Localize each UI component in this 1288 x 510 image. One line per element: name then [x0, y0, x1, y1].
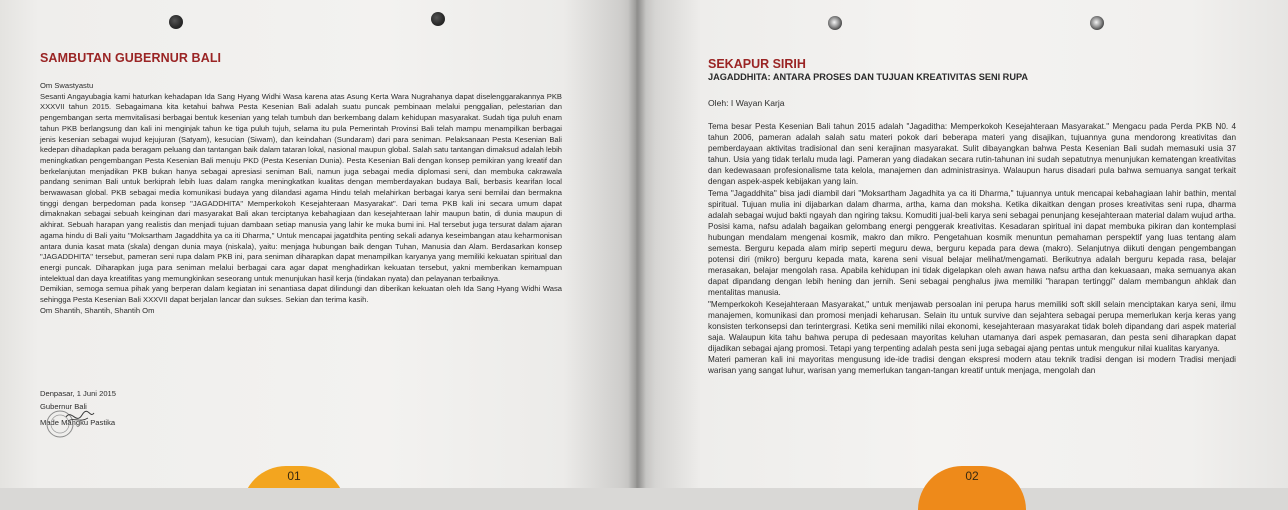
paragraph: Om Shantih, Shantih, Shantih Om: [40, 305, 155, 315]
page-number: 01: [287, 469, 301, 483]
left-page: [0, 0, 640, 488]
binding-hole: [1090, 16, 1104, 30]
binding-hole: [431, 12, 445, 26]
author-byline: Oleh: I Wayan Karja: [708, 98, 785, 108]
seal-and-signature-graphic: [44, 405, 96, 439]
binding-hole: [169, 15, 183, 29]
paragraph: Sesanti Angayubagia kami haturkan kehadapan Ida Sang Hyang Widhi Wasa karena atas Asung Kerta Wara Nugrahanya dapat diselenggarakannya PKB XXXVII tahun 2015. Sebagaimana kita ketahui bahwa Pesta Kesenian Bali adalah suatu puncak pembinaan melalui penggalian, pelestarian dan pengembangan serta memvitalisasi berbagai bentuk kesenian yang telah tumbuh dan berkembang dalam kehidupan masyarakat. Sudah tiga puluh enam tahun PKB berlangsung dan kali ini menginjak tahun ke tiga puluh tujuh, selama itu pula Pemerintah Provinsi Bali telah mampu menampilkan berbagai jenis kesenian sebagai wujud kejujuran (Satyam), kesucian (Siwam), dan keindahan (Sundaram) dari para seniman. Pelaksanaan Pesta Kesenian Bali kedepan dihadapkan pada beragam peluang dan tantangan baik dalam tataran lokal, nasional maupun global. Salah satu tantangan dimaksud adalah lebih meningkatkan pengembangan Pesta Kesenian Bali menuju PKD (Pesta Kesenian Dunia). Pesta Kesenian Bali dengan konsep pemikiran yang kreatif dan berkelanjutan menjadikan PKB bukan hanya sebagai apresiasi seniman Bali, namun juga sebagai media diplomasi seni, dan membuka cakrawala pandang seniman Bali untuk berkiprah lebih luas dalam rangka meningkatkan kualitas dengan memberdayakan budaya Bali, berbasis kearifan local berwawasan global. PKB sebagai media komunikasi budaya yang dilandasi agama Hindu telah melahirkan berbagai karya seni bernilai dan bermakna tinggi dengan berpedoman pada konsep "JAGADDHITA" Memperkokoh Kesejahteraan Masyarakat". Dari tema PKB kali ini secara umum dapat dimaknakan sebagai sebuah keinginan dari masyarakat Bali akan terciptanya kebahagiaan dan kesejahteraan lahir maupun batin, di dunia maupun di akhirat. Sebuah harapan yang realistis dan menjadi tujuan dambaan setiap manusia yang lahir ke muka bumi ini. Hal tersebut juga tersurat dalam ajaran agama hindu di Bali yaitu "Moksartham Jagaddhita ya ca iti Dharma," Untuk mencapai jagatdhita penting sekali adanya keseimbangan atau keharmonisan antara dunia kasat mata (skala) dengan dunia maya (niskala), yaitu: menjaga hubungan baik dengan Tuhan, Manusia dan Alam. Berdasarkan konsep "JAGADDHITA" tersebut, pameran seni rupa dalam PKB ini, para seniman diharapkan dapat menampilkan karyanya yang memiliki kekuatan spiritual dan energi puncak. Diharapkan juga para seniman melalui berbagai cara agar dapat menghadirkan kekuatan tersebut, yakni memberikan kemampuan intelektual dan daya kreatifitas yang memungkinkan seseorang untuk menunjukan hasil kerja (tindakan nyata) dan pelayanan terbaiknya.: [40, 91, 562, 283]
sign-role: Gubernur Bali: [40, 402, 87, 411]
paragraph: Materi pameran kali ini mayoritas mengusung ide-ide tradisi dengan ekspresi modern atau teknik tradisi dengan isi modern Tradisi menjadi warisan yang sangat luhur, warisan yang memerlukan tangan-tangan kreatif untuk menjaga, mengolah dan: [708, 354, 1236, 376]
right-page-title: SEKAPUR SIRIH: [708, 57, 806, 71]
left-page-body: [40, 81, 562, 316]
paragraph: Om Swastyastu: [40, 81, 94, 90]
right-page-body: [708, 121, 1236, 376]
page-number: 02: [965, 469, 979, 483]
right-page-subtitle: JAGADDHITA: ANTARA PROSES DAN TUJUAN KREATIVITAS SENI RUPA: [708, 72, 1029, 82]
book-gutter-shadow: [628, 0, 646, 488]
left-page-title: SAMBUTAN GUBERNUR BALI: [40, 51, 222, 65]
paragraph: Tema besar Pesta Kesenian Bali tahun 2015 adalah "Jagaditha: Memperkokoh Kesejahteraan Masyarakat." Mengacu pada Perda PKB N0. 4 tahun 2006, pameran adalah salah satu materi pokok dari beberapa materi yang disajikan, tujuannya guna mendorong kreativitas dan pemberdayaan aktivitas tradisional dan seni kerajinan masyarakat. Sulit dibayangkan bahwa Pesta Kesenian Bali sudah memasuki usia 37 tahun. Usia yang tidak terlalu muda lagi. Pameran yang diadakan secara rutin-tahunan ini sudah sepatutnya menunjukan kematengan kreativitas dan kedewasaan profesionalisme tata kelola, manajemen dan administrasinya. Walaupun harus disadari pula bahwa semuanya sangat terkait dengan aspek-aspek kebijakan yang lain.: [708, 122, 1236, 187]
paragraph: Demikian, semoga semua pihak yang berperan dalam kegiatan ini senantiasa dapat dilindungi dan diberikan kekuatan oleh Ida Sang Hyang Widhi Wasa sehingga Pesta Kesenian Bali XXXVII dapat berjalan lancar dan sukses. Sekian dan terima kasih.: [40, 284, 562, 305]
paragraph: "Memperkokoh Kesejahteraan Masyarakat," untuk menjawab persoalan ini perupa harus memiliki soft skill selain menciptakan karya seni, ilmu manajemen, komunikasi dan promosi menjadi keharusan. Selain itu untuk survive dan sejahtera sebagai perupa memerlukan kerja keras yang konsisten terkonsepsi dan terintergrasi. Ketika seni memiliki nilai ekonomi, kesejahteraan masyarakat tidak boleh dipandang dari aspek material saja. Walaupun kita tahu bahwa perupa di pedesaan mayoritas keluhan utamanya dari aspek pemasaran, dan pesta seni diharapkan dapat dijadikan sebagai ajang promosi. Tetapi yang terpenting adalah pesta seni juga sebagai ajang pentas untuk mengukur nilai kualitas karyanya.: [708, 299, 1236, 353]
sign-place-date: Denpasar, 1 Juni 2015: [40, 389, 116, 398]
sign-name: Made Mangku Pastika: [40, 418, 116, 427]
paragraph: Tema "Jagaddhita" bisa jadi diambil dari "Moksartham Jagadhita ya ca iti Dharma," tujuannya untuk mencapai kebahagiaan lahir bathin, mental spiritual. Tujuan mulia ini dijabarkan dalam dharma, artha, kama dan moksha. Ketika dikaitkan dengan proses kreativitas seni rupa, dharma adalah sebagai wujud bakti ngayah dan ngiring taksu. Komuditi jual-beli karya seni sebagai penunjang kesejahteraan material dalam wujud artha. Posisi kama, nafsu adalah bagaikan gelombang energi penggerak kreativitas. Kesadaran spiritual ini dapat membuka pikiran dan kontemplasi hubungan mendalam mengenai kosmik, makro dan mikro. Pengetahuan kosmik menuntun pemahaman perspektif yang luas tentang alam semesta. Berguru kepada alam mirip seperti meguru dewa, berguru kepada para dewa (makro). Selanjutnya diikuti dengan pengembangan potensi diri (mikro) berguru kepada mata, karena seni visual belajar melihat/mengamati. Berikutnya adalah berguru kepada rasa, belajar merasakan, belajar mengolah rasa. Apabila kehidupan ini tidak digelapkan oleh awan hawa nafsu artha dan kekuasaan, maka semuanya akan dapat dipandang dengan lebih hening dan jernih. Seni sebagai penghalus jiwa memiliki "harapan tertinggi" dalam membangun ahklak dan mentalitas manusia.: [708, 188, 1236, 298]
page-number-tab: [242, 466, 346, 488]
binding-hole: [828, 16, 842, 30]
